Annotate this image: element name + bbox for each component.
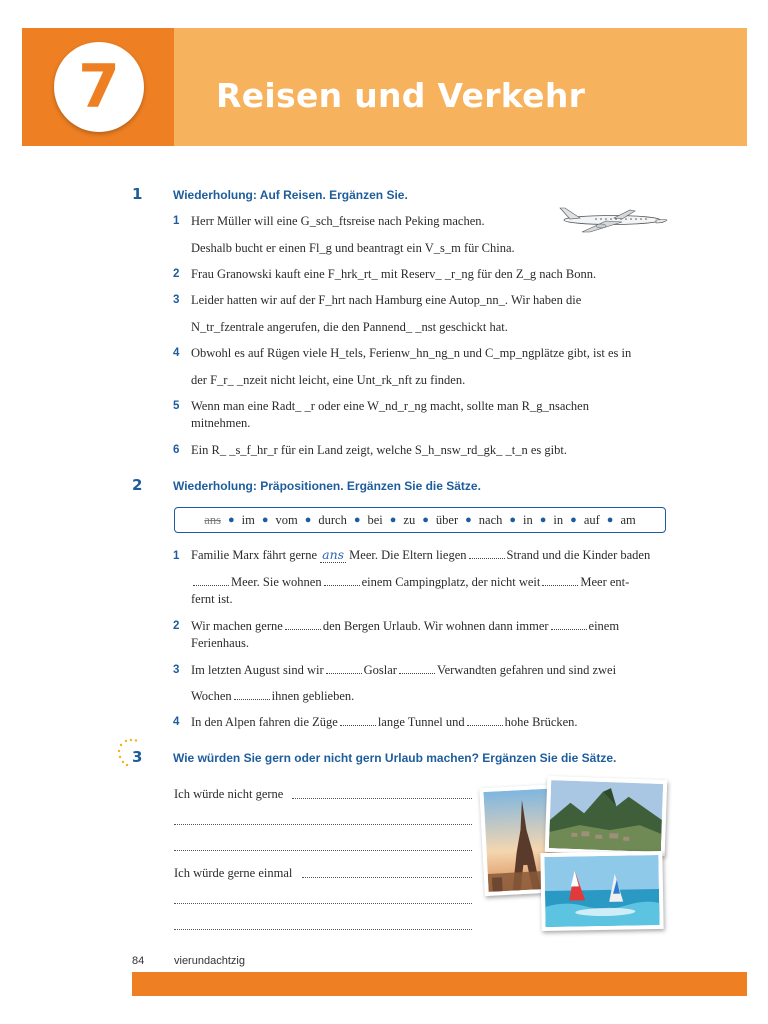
text-segment: Meer ent- <box>580 575 630 589</box>
word-separator: ● <box>465 514 472 526</box>
ex1-item-line: Leider hatten wir auf der F_hrt nach Hamburg eine Autop_nn_. Wir haben die <box>191 293 582 307</box>
text-segment: hohe Brücken. <box>504 715 578 729</box>
word-bank-word: über <box>435 512 459 527</box>
ex1-item-num: 3 <box>173 294 180 306</box>
text-segment: Verwandten gefahren und sind zwei <box>436 663 617 677</box>
ex2-item-num: 1 <box>173 550 180 562</box>
writing-line[interactable] <box>174 929 472 930</box>
text-segment: Wochen <box>191 689 232 703</box>
word-separator: ● <box>353 514 361 526</box>
windsurfing-image <box>544 855 659 927</box>
blank-gap[interactable] <box>285 620 321 630</box>
text-segment: In den Alpen fahren die Züge <box>191 715 338 729</box>
mountain-ruins-image <box>549 780 663 852</box>
ex1-item-line: Herr Müller will eine G_sch_ftsreise nach Peking machen. <box>191 214 485 228</box>
word-separator: ● <box>261 514 269 526</box>
ex1-item-line: der F_r_ _nzeit nicht leicht, eine Unt_rk_nft zu finden. <box>191 373 466 387</box>
chapter-number-circle <box>54 42 144 132</box>
ex1-item-line: mitnehmen. <box>191 416 251 430</box>
text-segment: Wir machen gerne <box>191 619 283 633</box>
ex1-item-num: 2 <box>173 268 180 280</box>
ex1-item-num: 4 <box>173 347 180 359</box>
ex2-item-line <box>191 547 650 563</box>
word-separator: ● <box>509 514 517 526</box>
word-separator: ● <box>227 514 235 526</box>
word-bank-word: in <box>553 512 564 527</box>
blank-gap[interactable] <box>340 716 376 726</box>
ex1-item-num: 6 <box>173 444 180 456</box>
ex2-item-line <box>191 688 354 704</box>
ex2-item-line <box>191 714 578 730</box>
text-segment: einem <box>588 619 620 633</box>
word-bank-word: nach <box>478 512 503 527</box>
exercise-2-number: 2 <box>132 476 143 494</box>
writing-line[interactable] <box>292 798 472 799</box>
ex1-item-line: N_tr_fzentrale angerufen, die den Pannend_ _nst geschickt hat. <box>191 320 508 334</box>
text-segment: Meer. Die Eltern liegen <box>349 548 467 562</box>
chapter-header <box>22 28 747 146</box>
word-separator: ● <box>570 514 577 526</box>
blank-gap[interactable] <box>324 576 360 586</box>
ex2-item-line <box>191 574 629 590</box>
chapter-number-block <box>22 28 174 146</box>
ex2-item-line: fernt ist. <box>191 592 233 606</box>
text-segment: Familie Marx fährt gerne <box>191 548 317 562</box>
chapter-title: Reisen und Verkehr <box>216 76 586 115</box>
ex1-item-line: Ein R_ _s_f_hr_r für ein Land zeigt, welche S_h_nsw_rd_gk_ _t_n es gibt. <box>191 443 567 457</box>
photo-machu-picchu <box>545 776 668 856</box>
word-bank-word: am <box>620 512 636 527</box>
word-bank-word: bei <box>367 512 383 527</box>
word-bank-word: auf <box>583 512 600 527</box>
writing-line[interactable] <box>174 824 472 825</box>
writing-line[interactable] <box>302 877 472 878</box>
text-segment: Meer. Sie wohnen <box>231 575 322 589</box>
footer-bar <box>132 972 747 996</box>
exercise-1-title: Wiederholung: Auf Reisen. Ergänzen Sie. <box>173 188 408 202</box>
ex3-prompt-1: Ich würde nicht gerne <box>174 787 284 801</box>
text-segment: ihnen geblieben. <box>271 689 355 703</box>
page-number: 84 <box>132 955 145 967</box>
blank-gap[interactable] <box>399 664 435 674</box>
word-separator: ● <box>422 514 429 526</box>
ex2-item-num: 2 <box>173 620 180 632</box>
ex1-item-line: Frau Granowski kauft eine F_hrk_rt_ mit Reserv_ _r_ng für den Z_g nach Bonn. <box>191 267 597 281</box>
writing-line[interactable] <box>174 903 472 904</box>
ex1-item-num: 1 <box>173 215 180 227</box>
ex2-item-line <box>191 618 619 634</box>
exercise-2-title: Wiederholung: Präpositionen. Ergänzen Sie die Sätze. <box>173 479 481 493</box>
photo-windsurfing <box>540 851 663 931</box>
ex1-item-line: Wenn man eine Radt_ _r oder eine W_nd_r_ng macht, sollte man R_g_nsachen <box>191 399 589 413</box>
blank-gap[interactable] <box>542 576 578 586</box>
blank-gap[interactable] <box>469 549 505 559</box>
ex1-item-line: Deshalb bucht er einen Fl_g und beantragt ein V_s_m für China. <box>191 241 515 255</box>
blank-gap[interactable] <box>467 716 503 726</box>
word-separator: ● <box>539 514 547 526</box>
ex2-item-line: Ferienhaus. <box>191 636 249 650</box>
word-separator: ● <box>389 514 397 526</box>
ex2-item-num: 3 <box>173 664 180 676</box>
blank-gap[interactable] <box>234 690 270 700</box>
ex2-item-num: 4 <box>173 716 180 728</box>
word-separator: ● <box>606 514 614 526</box>
exercise-3-title: Wie würden Sie gern oder nicht gern Urlaub machen? Ergänzen Sie die Sätze. <box>173 751 617 765</box>
ex3-prompt-2: Ich würde gerne einmal <box>174 866 293 880</box>
word-separator: ● <box>304 514 312 526</box>
word-bank <box>174 507 666 533</box>
exercise-1-number: 1 <box>132 185 143 203</box>
ex2-item-line <box>191 662 616 678</box>
word-bank-word: ans <box>204 512 221 527</box>
blank-gap[interactable] <box>326 664 362 674</box>
text-segment: Goslar <box>363 663 397 677</box>
writing-line[interactable] <box>174 850 472 851</box>
word-bank-word: durch <box>318 512 347 527</box>
word-bank-word: vom <box>275 512 298 527</box>
text-segment: einem Campingplatz, der nicht weit <box>361 575 541 589</box>
blank-gap[interactable] <box>193 576 229 586</box>
handwritten-answer: ans <box>322 547 345 562</box>
text-segment: lange Tunnel und <box>377 715 465 729</box>
text-segment: Strand und die Kinder baden <box>506 548 651 562</box>
word-bank-word: in <box>523 512 533 527</box>
word-bank-word: zu <box>403 512 416 527</box>
chapter-number: 7 <box>78 52 120 122</box>
airplane-icon <box>556 204 668 234</box>
ex1-item-line: Obwohl es auf Rügen viele H_tels, Ferienw_hn_ng_n und C_mp_ngplätze gibt, ist es in <box>191 346 632 360</box>
word-bank-word: im <box>241 512 255 527</box>
blank-gap[interactable] <box>551 620 587 630</box>
exercise-3-number: 3 <box>132 748 143 766</box>
text-segment: den Bergen Urlaub. Wir wohnen dann immer <box>322 619 549 633</box>
ex1-item-num: 5 <box>173 400 180 412</box>
text-segment: Im letzten August sind wir <box>191 663 324 677</box>
page-number-word: vierundachtzig <box>174 955 245 967</box>
